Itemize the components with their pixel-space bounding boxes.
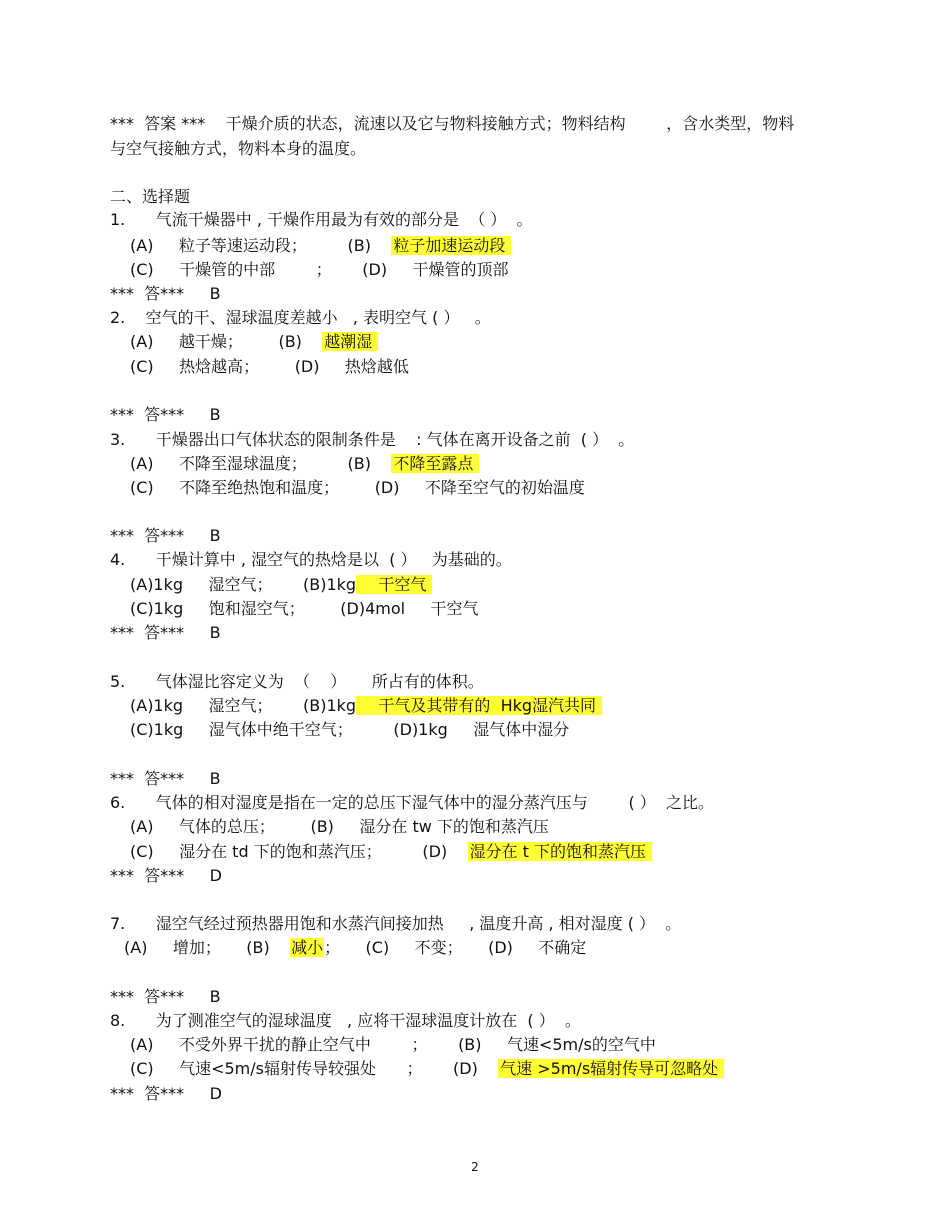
question-stem: 4. 干燥计算中 , 湿空气的热焓是以 ( ） 为基础的。 <box>110 550 512 569</box>
answer-line: *** 答*** B <box>110 526 221 545</box>
answer-line: *** 答*** B <box>110 623 221 642</box>
highlighted-answer: 越潮湿 <box>322 332 378 351</box>
intro-answer-line-1: *** 答案 *** 干燥介质的状态，流速以及它与物料接触方式；物料结构 ，含水类型，物料 <box>110 114 795 133</box>
answer-line: *** 答*** D <box>110 1084 222 1103</box>
question-option: (A) 越干燥； (B) 越潮湿 <box>130 331 378 353</box>
question-stem: 8. 为了测准空气的湿球温度 , 应将干湿球温度计放在 ( ） 。 <box>110 1011 581 1030</box>
question-option: (C) 热焓越高； (D) 热焓越低 <box>130 357 409 376</box>
question-option: (C)1kg 饱和湿空气； (D)4mol 干空气 <box>130 599 479 618</box>
answer-line: *** 答*** B <box>110 405 221 424</box>
question-option: (A) 气体的总压； (B) 湿分在 tw 下的饱和蒸汽压 <box>130 817 549 836</box>
highlighted-answer: 干空气 <box>356 575 432 594</box>
question-option: (C) 不降至绝热饱和温度； (D) 不降至空气的初始温度 <box>130 478 585 497</box>
question-option: (A) 不受外界干扰的静止空气中 ； (B) 气速<5m/s的空气中 <box>130 1035 656 1054</box>
question-option: (A)1kg 湿空气； (B)1kg 干空气 <box>130 574 432 596</box>
question-option: (C) 干燥管的中部 ； (D) 干燥管的顶部 <box>130 260 509 279</box>
question-option: (C) 气速<5m/s辐射传导较强处 ； (D) 气速 >5m/s辐射传导可忽略处 <box>130 1058 724 1080</box>
question-stem: 2. 空气的干、湿球温度差越小 , 表明空气 ( ） 。 <box>110 308 491 327</box>
question-stem: 6. 气体的相对湿度是指在一定的总压下湿气体中的湿分蒸汽压与 ( ） 之比。 <box>110 793 714 812</box>
question-option: (A) 增加； (B) 减小； (C) 不变； (D) 不确定 <box>124 938 587 957</box>
intro-answer-line-2: 与空气接触方式，物料本身的温度。 <box>110 139 367 158</box>
question-stem: 3. 干燥器出口气体状态的限制条件是 : 气体在离开设备之前 ( ） 。 <box>110 430 635 449</box>
answer-line: *** 答*** D <box>110 866 222 885</box>
question-option: (A)1kg 湿空气； (B)1kg 干气及其带有的 Hkg湿汽共同 <box>130 695 602 717</box>
question-option: (A) 粒子等速运动段； (B) 粒子加速运动段 <box>130 235 511 257</box>
answer-line: *** 答*** B <box>110 987 221 1006</box>
highlighted-answer: 干气及其带有的 Hkg湿汽共同 <box>356 696 602 715</box>
answer-line: *** 答*** B <box>110 284 221 303</box>
question-stem: 7. 湿空气经过预热器用饱和水蒸汽间接加热 , 温度升高 , 相对湿度 ( ） 。 <box>110 914 682 933</box>
answer-line: *** 答*** B <box>110 769 221 788</box>
highlighted-answer: 减小 <box>291 938 324 957</box>
question-option: (C) 湿分在 td 下的饱和蒸汽压； (D) 湿分在 t 下的饱和蒸汽压 <box>130 841 652 863</box>
page-number: 2 <box>471 1160 479 1174</box>
highlighted-answer: 气速 >5m/s辐射传导可忽略处 <box>498 1059 724 1078</box>
highlighted-answer: 湿分在 t 下的饱和蒸汽压 <box>468 842 652 861</box>
highlighted-answer: 粒子加速运动段 <box>391 236 511 255</box>
question-stem: 5. 气体湿比容定义为 （ ） 所占有的体积。 <box>110 672 484 691</box>
highlighted-answer: 不降至露点 <box>391 454 479 473</box>
question-stem: 1. 气流干燥器中 , 干燥作用最为有效的部分是 （ ） 。 <box>110 210 533 229</box>
question-option: (A) 不降至湿球温度； (B) 不降至露点 <box>130 453 479 475</box>
section-title: 二、选择题 <box>110 187 191 206</box>
question-option: (C)1kg 湿气体中绝干空气； (D)1kg 湿气体中湿分 <box>130 720 570 739</box>
